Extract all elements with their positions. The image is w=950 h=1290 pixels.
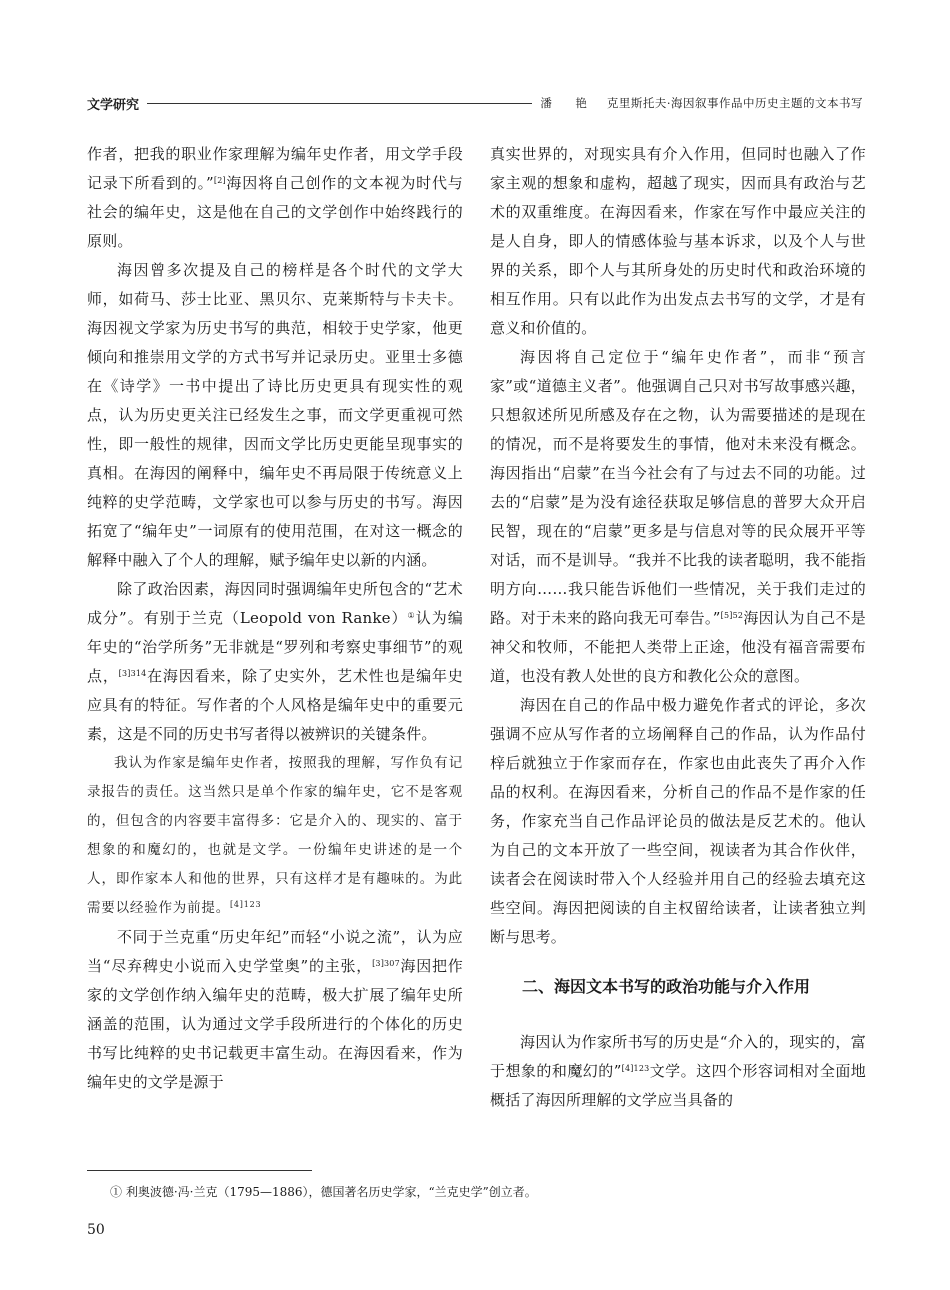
section-heading: 二、海因文本书写的政治功能与介入作用 [522, 977, 811, 996]
text-run: 不同于兰克重“历史年纪”而轻“小说之流”，认为应当“尽弃稗史小说而入史学堂奥”的主张， [87, 928, 463, 975]
paragraph: 海因曾多次提及自己的榜样是各个时代的文学大师，如荷马、莎士比亚、黑贝尔、克莱斯特与卡夫卡。海因视文学家为历史书写的典范，相较于史学家，他更倾向和推崇用文学的方式书写并记录历史。亚里士多德在《诗学》一书中提出了诗比历史更具有现实性的观点，认为历史更关注已经发生之事，而文学更重视可然性，即一般性的规律，因而文学比历史更能呈现事实的真相。在海因的阐释中，编年史不再局限于传统意义上纯粹的史学范畴，文学家也可以参与历史的书写。海因拓宽了“编年史”一词原有的使用范围，在对这一概念的解释中融入了个人的理解，赋予编年史以新的内涵。 [87, 261, 463, 569]
text-run: 海因认为自己不是神父和牧师，不能把人类带上正途，他没有福音需要布道，也没有教人处世的良方和教化公众的意图。 [490, 609, 866, 685]
text-run: 海因认为作家所书写的历史是“介入的，现实的，富于想象的和魔幻的” [490, 1033, 866, 1080]
citation-ref: [3]314 [118, 669, 147, 678]
header-author: 潘 艳 [540, 96, 593, 110]
text-run: 文学。这四个形容词相对全面地概括了海因所理解的文学应当具备的 [490, 1062, 866, 1109]
block-quote [87, 749, 463, 923]
paragraph [87, 140, 463, 256]
header-article-title: 克里斯托夫·海因叙事作品中历史主题的文本书写 [606, 96, 863, 110]
text-run: 海因将自己创作的文本视为时代与社会的编年史，这是他在自己的文学创作中始终践行的原则。 [87, 174, 463, 250]
footnote: ① 利奥波德·冯·兰克（1795—1886），德国著名历史学家，“兰克史学”创立者。 [110, 1185, 537, 1199]
footnote-ref: ① [407, 611, 416, 620]
header-rule [147, 103, 532, 104]
citation-ref: [4]123 [621, 1064, 650, 1073]
journal-section-name: 文学研究 [87, 97, 140, 113]
right-column [490, 140, 866, 1115]
paragraph [87, 575, 463, 749]
page-number: 50 [87, 1222, 105, 1238]
paragraph [490, 1028, 866, 1115]
left-column [87, 140, 463, 1097]
citation-ref: [4]123 [230, 900, 262, 909]
citation-ref: [3]307 [372, 959, 400, 968]
running-header [87, 92, 863, 114]
article-header [540, 95, 863, 111]
citation-ref: [5]52 [720, 611, 744, 620]
text-run: 海因将自己定位于“编年史作者”，而非“预言家”或“道德主义者”。他强调自己只对书写故事感兴趣，只想叙述所见所感及存在之物，认为需要描述的是现在的情况，而不是将要发生的事情，他对未来没有概念。海因指出“启蒙”在当今社会有了与过去不同的功能。过去的“启蒙”是为没有途径获取足够信息的普罗大众开启民智，现在的“启蒙”更多是与信息对等的民众展开平等对话，而不是训导。“我并不比我的读者聪明，我不能指明方向……我只能告诉他们一些情况，关于我们走过的路。对于未来的路向我无可奉告。” [490, 348, 866, 627]
text-run: 作者，把我的职业作家理解为编年史作者，用文学手段记录下所看到的。” [87, 145, 463, 192]
paragraph: 海因在自己的作品中极力避免作者式的评论，多次强调不应从写作者的立场阐释自己的作品，认为作品付梓后就独立于作家而存在，作家也由此丧失了再介入作品的权利。在海因看来，分析自己的作品不是作家的任务，作家充当自己作品评论员的做法是反艺术的。他认为自己的文本开放了一些空间，视读者为其合作伙伴，读者会在阅读时带入个人经验并用自己的经验去填充这些空间。海因把阅读的自主权留给读者，让读者独立判断与思考。 [490, 696, 866, 946]
text-run: 我认为作家是编年史作者，按照我的理解，写作负有记录报告的责任。这当然只是单个作家的编年史，它不是客观的，但包含的内容要丰富得多：它是介入的、现实的、富于想象的和魔幻的，也就是文学。一份编年史讲述的是一个人，即作家本人和他的世界，只有这样才是有趣味的。为此需要以经验作为前提。 [87, 755, 463, 916]
text-run: 认为编年史的“治学所务”无非就是“罗列和考察史事细节”的观点， [87, 609, 463, 685]
footnote-rule [87, 1170, 312, 1171]
text-run: 海因把作家的文学创作纳入编年史的范畴，极大扩展了编年史所涵盖的范围，认为通过文学手段所进行的个体化的历史书写比纯粹的史书记载更丰富生动。在海因看来，作为编年史的文学是源于 [87, 957, 463, 1091]
text-run: 在海因看来，除了史实外，艺术性也是编年史应具有的特征。写作者的个人风格是编年史中的重要元素，这是不同的历史书写者得以被辨识的关键条件。 [87, 667, 463, 743]
paragraph [87, 923, 463, 1097]
paragraph [490, 343, 866, 691]
citation-ref: [2] [213, 176, 226, 185]
paragraph: 真实世界的，对现实具有介入作用，但同时也融入了作家主观的想象和虚构，超越了现实，因而具有政治与艺术的双重维度。在海因看来，作家在写作中最应关注的是人自身，即人的情感体验与基本诉求，以及个人与世界的关系，即个人与其所身处的历史时代和政治环境的相互作用。只有以此作为出发点去书写的文学，才是有意义和价值的。 [490, 145, 866, 337]
text-run: 除了政治因素，海因同时强调编年史所包含的“艺术成分”。有别于兰克（Leopold von Ranke） [87, 580, 463, 627]
